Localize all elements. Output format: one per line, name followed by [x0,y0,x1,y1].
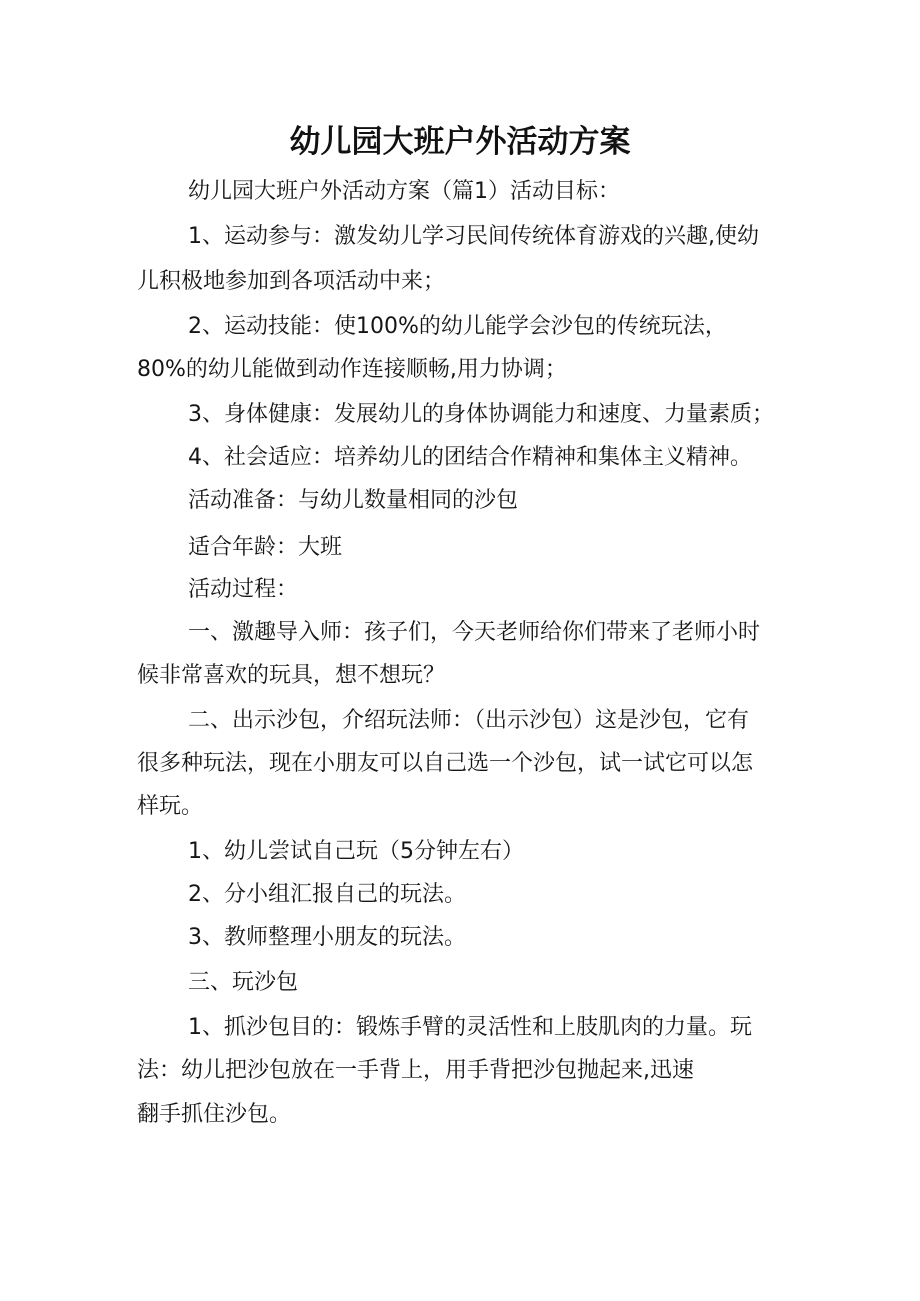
paragraph-line: 1、幼儿尝试自己玩（5分钟左右） [188,839,524,864]
paragraph-line: 3、身体健康：发展幼儿的身体协调能力和速度、力量素质； [188,402,774,427]
paragraph-line: 1、抓沙包目的：锻炼手臂的灵活性和上肢肌肉的力量。玩 [188,1015,752,1040]
paragraph-line: 儿积极地参加到各项活动中来； [137,269,446,294]
paragraph-line: 2、运动技能：使100%的幼儿能学会沙包的传统玩法， [188,314,727,339]
paragraph-line: 适合年龄：大班 [188,535,343,560]
paragraph-line: 翻手抓住沙包。 [137,1102,292,1127]
paragraph-line: 法：幼儿把沙包放在一手背上，用手背把沙包抛起来,迅速 [137,1058,694,1083]
paragraph-line: 样玩。 [137,794,204,819]
paragraph-line: 幼儿园大班户外活动方案（篇1）活动目标： [188,179,620,204]
paragraph-line: 二、出示沙包，介绍玩法师：（出示沙包）这是沙包，它有 [188,708,750,733]
paragraph-line: 80%的幼儿能做到动作连接顺畅,用力协调； [137,357,567,382]
paragraph-line: 很多种玩法，现在小朋友可以自己选一个沙包，试一试它可以怎 [137,751,754,776]
document-title: 幼儿园大班户外活动方案 [289,124,631,160]
paragraph-line: 4、社会适应：培养幼儿的团结合作精神和集体主义精神。 [188,445,752,470]
paragraph-line: 候非常喜欢的玩具，想不想玩？ [137,663,446,688]
paragraph-line: 一、激趣导入师：孩子们，今天老师给你们带来了老师小时 [188,620,761,645]
paragraph-line: 2、分小组汇报自己的玩法。 [188,882,466,907]
paragraph-line: 3、教师整理小朋友的玩法。 [188,925,466,950]
paragraph-line: 活动过程： [188,577,299,602]
paragraph-line: 1、运动参与：激发幼儿学习民间传统体育游戏的兴趣,使幼 [188,224,759,249]
paragraph-line: 活动准备：与幼儿数量相同的沙包 [188,488,519,513]
paragraph-line: 三、玩沙包 [188,970,299,995]
